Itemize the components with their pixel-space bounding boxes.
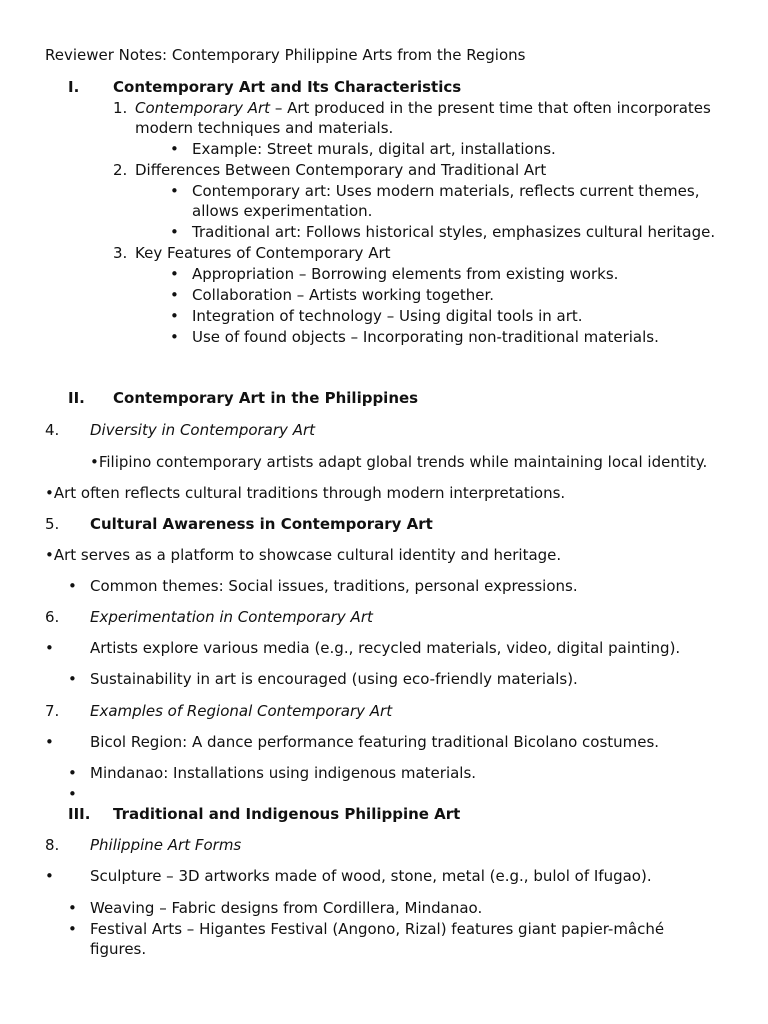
item-5-bullet-2: Common themes: Social issues, traditions, personal expressions.	[90, 577, 578, 595]
item-4-title: Diversity in Contemporary Art	[90, 421, 315, 439]
item-4-bullet-2: •Art often reflects cultural traditions through modern interpretations.	[45, 484, 566, 502]
item-8-bullet-1: Sculpture – 3D artworks made of wood, stone, metal (e.g., bulol of Ifugao).	[90, 867, 652, 885]
item-7-title: Examples of Regional Contemporary Art	[90, 702, 393, 720]
item-1-example: Example: Street murals, digital art, installations.	[192, 140, 556, 158]
item-6-title: Experimentation in Contemporary Art	[90, 608, 373, 626]
item-7-bullet-1: Bicol Region: A dance performance featuring traditional Bicolano costumes.	[90, 733, 660, 751]
section-1-numeral: I.	[68, 78, 80, 96]
bullet: •	[68, 899, 77, 917]
item-5-number: 5.	[45, 515, 60, 533]
item-6-number: 6.	[45, 608, 60, 626]
item-3-bullet: Integration of technology – Using digital tools in art.	[192, 307, 583, 325]
item-4-number: 4.	[45, 421, 60, 439]
item-2-bullet-1-cont: allows experimentation.	[192, 202, 373, 220]
item-2-title: Differences Between Contemporary and Traditional Art	[135, 161, 547, 179]
bullet: •	[170, 140, 179, 158]
bullet: •	[45, 639, 54, 657]
bullet: •	[170, 265, 179, 283]
item-2-bullet-1: Contemporary art: Uses modern materials, reflects current themes,	[192, 182, 700, 200]
document-title: Reviewer Notes: Contemporary Philippine Arts from the Regions	[45, 46, 526, 64]
bullet: •	[45, 867, 54, 885]
bullet: •	[170, 328, 179, 346]
item-7-number: 7.	[45, 702, 60, 720]
item-8-bullet-2: Weaving – Fabric designs from Cordillera, Mindanao.	[90, 899, 483, 917]
bullet: •	[45, 733, 54, 751]
section-3-numeral: III.	[68, 805, 91, 823]
bullet: •	[170, 182, 179, 200]
section-3-heading: Traditional and Indigenous Philippine Art	[113, 805, 461, 823]
item-2-number: 2.	[113, 161, 128, 179]
item-1-line	[135, 98, 711, 118]
item-7-bullet-2: Mindanao: Installations using indigenous materials.	[90, 764, 477, 782]
item-3-title: Key Features of Contemporary Art	[135, 244, 391, 262]
item-3-bullet: Use of found objects – Incorporating non-traditional materials.	[192, 328, 659, 346]
item-5-bullet-1: •Art serves as a platform to showcase cultural identity and heritage.	[45, 546, 562, 564]
item-1-definition-cont: modern techniques and materials.	[135, 119, 394, 137]
item-6-bullet-2: Sustainability in art is encouraged (using eco-friendly materials).	[90, 670, 578, 688]
item-8-bullet-3: Festival Arts – Higantes Festival (Angono, Rizal) features giant papier-mâché	[90, 920, 665, 938]
bullet: •	[68, 920, 77, 938]
section-1-heading: Contemporary Art and Its Characteristics	[113, 78, 462, 96]
item-4-bullet-1: •Filipino contemporary artists adapt global trends while maintaining local identity.	[90, 453, 708, 471]
bullet: •	[68, 670, 77, 688]
bullet: •	[170, 307, 179, 325]
item-3-number: 3.	[113, 244, 128, 262]
item-5-title: Cultural Awareness in Contemporary Art	[90, 515, 433, 533]
item-2-bullet-2: Traditional art: Follows historical styles, emphasizes cultural heritage.	[192, 223, 716, 241]
item-8-bullet-3-cont: figures.	[90, 940, 147, 958]
section-2-heading: Contemporary Art in the Philippines	[113, 389, 419, 407]
item-6-bullet-1: Artists explore various media (e.g., recycled materials, video, digital painting).	[90, 639, 681, 657]
bullet: •	[68, 577, 77, 595]
empty-bullet: •	[68, 785, 77, 803]
item-1-definition: – Art produced in the present time that often incorporates	[270, 99, 711, 117]
item-8-number: 8.	[45, 836, 60, 854]
bullet: •	[68, 764, 77, 782]
item-1-term: Contemporary Art	[135, 99, 271, 117]
bullet: •	[170, 286, 179, 304]
item-3-bullet: Appropriation – Borrowing elements from existing works.	[192, 265, 619, 283]
section-2-numeral: II.	[68, 389, 85, 407]
item-1-number: 1.	[113, 99, 128, 117]
bullet: •	[170, 223, 179, 241]
item-8-title: Philippine Art Forms	[90, 836, 242, 854]
item-3-bullet: Collaboration – Artists working together.	[192, 286, 495, 304]
